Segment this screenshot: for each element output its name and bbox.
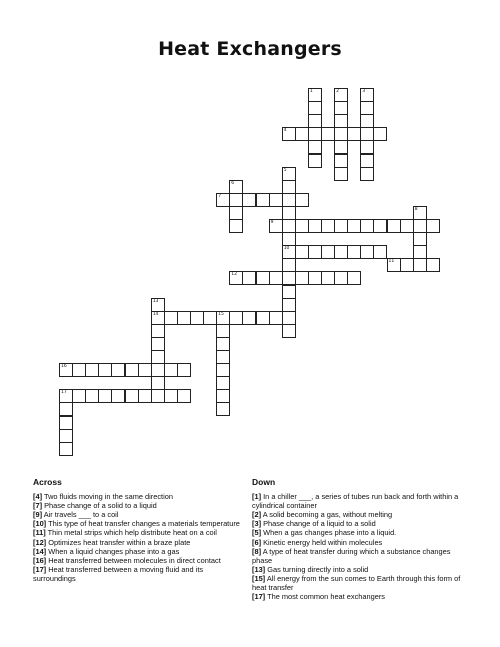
clue-item bbox=[33, 501, 243, 510]
clue-item bbox=[33, 510, 243, 519]
grid-cell[interactable] bbox=[321, 245, 335, 259]
grid-cell[interactable] bbox=[151, 376, 165, 390]
grid-cell[interactable] bbox=[360, 154, 374, 168]
grid-cell[interactable] bbox=[282, 324, 296, 338]
clue-item bbox=[33, 528, 243, 537]
grid-cell[interactable] bbox=[59, 442, 73, 456]
clue-text: Heat transferred between molecules in direct contact bbox=[48, 555, 221, 565]
cell-number: 4 bbox=[283, 128, 287, 134]
grid-cell[interactable] bbox=[360, 219, 374, 233]
clue-item bbox=[252, 528, 467, 537]
grid-cell[interactable] bbox=[98, 389, 112, 403]
clue-number: [13] bbox=[252, 564, 266, 574]
grid-cell[interactable] bbox=[216, 350, 230, 364]
clue-number: [12] bbox=[33, 537, 47, 547]
across-clues bbox=[33, 478, 243, 583]
grid-cell[interactable] bbox=[308, 245, 322, 259]
grid-cell[interactable] bbox=[256, 311, 270, 325]
grid-cell[interactable] bbox=[216, 363, 230, 377]
grid-cell[interactable] bbox=[282, 180, 296, 194]
grid-cell[interactable] bbox=[242, 193, 256, 207]
grid-cell[interactable] bbox=[269, 193, 283, 207]
grid-cell[interactable] bbox=[229, 206, 243, 220]
grid-cell[interactable] bbox=[111, 389, 125, 403]
grid-cell[interactable] bbox=[59, 402, 73, 416]
clue-item bbox=[252, 565, 467, 574]
grid-cell[interactable] bbox=[426, 219, 440, 233]
grid-cell[interactable] bbox=[308, 271, 322, 285]
clue-number: [2] bbox=[252, 510, 262, 520]
clue-text: Kinetic energy held within molecules bbox=[263, 537, 383, 547]
grid-cell[interactable] bbox=[334, 154, 348, 168]
grid-cell[interactable] bbox=[400, 219, 414, 233]
cell-number: 15 bbox=[218, 311, 224, 317]
grid-cell[interactable] bbox=[413, 258, 427, 272]
grid-cell[interactable] bbox=[216, 324, 230, 338]
cell-number: 5 bbox=[283, 167, 287, 173]
cell-number: 8 bbox=[414, 206, 418, 212]
grid-cell[interactable] bbox=[321, 271, 335, 285]
grid-cell[interactable] bbox=[282, 298, 296, 312]
grid-cell[interactable] bbox=[334, 114, 348, 128]
grid-cell[interactable] bbox=[360, 245, 374, 259]
grid-cell[interactable] bbox=[360, 167, 374, 181]
grid-cell[interactable] bbox=[164, 311, 178, 325]
clue-item bbox=[252, 538, 467, 547]
grid-cell[interactable] bbox=[282, 311, 296, 325]
clue-text: All energy from the sun comes to Earth through this form of heat transfer bbox=[252, 573, 461, 593]
clue-item bbox=[252, 547, 467, 565]
across-heading: Across bbox=[33, 477, 62, 487]
grid-cell[interactable] bbox=[360, 114, 374, 128]
grid-cell[interactable] bbox=[177, 389, 191, 403]
grid-cell[interactable] bbox=[308, 101, 322, 115]
clue-text: The most common heat exchangers bbox=[267, 592, 385, 602]
cell-number: 14 bbox=[152, 311, 159, 317]
grid-cell[interactable] bbox=[413, 245, 427, 259]
clue-item bbox=[33, 519, 243, 528]
grid-cell[interactable] bbox=[59, 416, 73, 430]
grid-cell[interactable] bbox=[387, 219, 401, 233]
clue-item bbox=[33, 556, 243, 565]
clue-item bbox=[33, 547, 243, 556]
grid-cell[interactable] bbox=[334, 127, 348, 141]
cell-number: 6 bbox=[231, 180, 235, 186]
cell-number: 12 bbox=[231, 272, 238, 278]
grid-cell[interactable] bbox=[295, 193, 309, 207]
grid-cell[interactable] bbox=[216, 311, 230, 325]
grid-cell[interactable] bbox=[360, 127, 374, 141]
clue-item bbox=[33, 538, 243, 547]
grid-cell[interactable] bbox=[413, 206, 427, 220]
clue-number: [9] bbox=[33, 510, 43, 520]
grid-cell[interactable] bbox=[164, 363, 178, 377]
grid-cell[interactable] bbox=[256, 193, 270, 207]
grid-cell[interactable] bbox=[190, 311, 204, 325]
clue-number: [8] bbox=[252, 546, 262, 556]
grid-cell[interactable] bbox=[177, 363, 191, 377]
grid-cell[interactable] bbox=[282, 245, 296, 259]
cell-number: 11 bbox=[388, 259, 395, 265]
clue-number: [14] bbox=[33, 546, 47, 556]
grid-cell[interactable] bbox=[151, 298, 165, 312]
grid-cell[interactable] bbox=[360, 101, 374, 115]
grid-cell[interactable] bbox=[347, 271, 361, 285]
clue-text: Phase change of a solid to a liquid bbox=[44, 501, 157, 511]
grid-cell[interactable] bbox=[347, 245, 361, 259]
grid-cell[interactable] bbox=[111, 363, 125, 377]
clue-text: Gas turning directly into a solid bbox=[267, 564, 369, 574]
grid-cell[interactable] bbox=[373, 127, 387, 141]
grid-cell[interactable] bbox=[400, 258, 414, 272]
clue-number: [17] bbox=[252, 592, 266, 602]
page-title: Heat Exchangers bbox=[158, 38, 342, 60]
clue-number: [5] bbox=[252, 528, 262, 538]
grid-cell[interactable] bbox=[164, 389, 178, 403]
clue-text: When a gas changes phase into a liquid. bbox=[263, 528, 397, 538]
clue-number: [3] bbox=[252, 519, 262, 529]
grid-cell[interactable] bbox=[59, 363, 73, 377]
clue-text: In a chiller ___, a series of tubes run back and forth within a cylindrical container bbox=[252, 492, 459, 511]
grid-cell[interactable] bbox=[308, 219, 322, 233]
grid-cell[interactable] bbox=[151, 363, 165, 377]
clue-text: When a liquid changes phase into a gas bbox=[48, 546, 180, 556]
grid-cell[interactable] bbox=[151, 389, 165, 403]
grid-cell[interactable] bbox=[282, 193, 296, 207]
grid-cell[interactable] bbox=[216, 376, 230, 390]
clue-number: [6] bbox=[252, 537, 262, 547]
grid-cell[interactable] bbox=[203, 311, 217, 325]
clue-text: Air travels ___ to a coil bbox=[43, 510, 119, 520]
clue-text: This type of heat transfer changes a materials temperature bbox=[48, 519, 240, 529]
grid-cell[interactable] bbox=[360, 88, 374, 102]
clue-text: A solid becoming a gas, without melting bbox=[262, 510, 393, 520]
grid-cell[interactable] bbox=[229, 180, 243, 194]
grid-cell[interactable] bbox=[59, 389, 73, 403]
grid-cell[interactable] bbox=[282, 232, 296, 246]
grid-cell[interactable] bbox=[59, 429, 73, 443]
cell-number: 3 bbox=[362, 89, 366, 94]
grid-cell[interactable] bbox=[387, 258, 401, 272]
grid-cell[interactable] bbox=[373, 245, 387, 259]
clue-item bbox=[33, 492, 243, 501]
cell-number: 1 bbox=[309, 89, 313, 94]
grid-cell[interactable] bbox=[269, 271, 283, 285]
grid-cell[interactable] bbox=[308, 88, 322, 102]
grid-cell[interactable] bbox=[125, 363, 139, 377]
grid-cell[interactable] bbox=[334, 271, 348, 285]
clue-text: Optimizes heat transfer within a braze plate bbox=[48, 537, 191, 547]
grid-cell[interactable] bbox=[229, 193, 243, 207]
grid-cell[interactable] bbox=[138, 389, 152, 403]
clue-text: Heat transferred between a moving fluid and its surroundings bbox=[33, 564, 204, 583]
grid-cell[interactable] bbox=[373, 219, 387, 233]
clue-item bbox=[252, 519, 467, 528]
grid-cell[interactable] bbox=[216, 337, 230, 351]
clue-text: A type of heat transfer during which a substance changes phase bbox=[252, 546, 451, 565]
clue-number: [10] bbox=[33, 519, 47, 529]
grid-cell[interactable] bbox=[295, 245, 309, 259]
grid-cell[interactable] bbox=[151, 311, 165, 325]
grid-cell[interactable] bbox=[229, 311, 243, 325]
grid-cell[interactable] bbox=[125, 389, 139, 403]
grid-cell[interactable] bbox=[98, 363, 112, 377]
grid-cell[interactable] bbox=[282, 285, 296, 299]
down-clues bbox=[252, 478, 467, 601]
grid-cell[interactable] bbox=[360, 140, 374, 154]
cell-number: 10 bbox=[283, 246, 290, 252]
grid-cell[interactable] bbox=[256, 271, 270, 285]
cell-number: 9 bbox=[270, 220, 274, 225]
grid-cell[interactable] bbox=[308, 127, 322, 141]
clue-number: [15] bbox=[252, 573, 266, 583]
grid-cell[interactable] bbox=[151, 337, 165, 351]
grid-cell[interactable] bbox=[334, 88, 348, 102]
grid-cell[interactable] bbox=[216, 402, 230, 416]
clue-item bbox=[252, 510, 467, 519]
grid-cell[interactable] bbox=[413, 219, 427, 233]
grid-cell[interactable] bbox=[85, 389, 99, 403]
grid-cell[interactable] bbox=[334, 245, 348, 259]
cell-number: 16 bbox=[61, 364, 67, 370]
cell-number: 17 bbox=[61, 390, 67, 396]
cell-number: 13 bbox=[152, 298, 159, 304]
grid-cell[interactable] bbox=[426, 258, 440, 272]
cell-number: 2 bbox=[336, 89, 339, 94]
grid-cell[interactable] bbox=[334, 219, 348, 233]
grid-cell[interactable] bbox=[308, 114, 322, 128]
grid-cell[interactable] bbox=[151, 350, 165, 364]
grid-cell[interactable] bbox=[295, 219, 309, 233]
grid-cell[interactable] bbox=[269, 311, 283, 325]
grid-cell[interactable] bbox=[334, 167, 348, 181]
clue-item bbox=[252, 592, 467, 601]
cell-number: 7 bbox=[218, 193, 222, 199]
grid-cell[interactable] bbox=[177, 311, 191, 325]
clue-number: [17] bbox=[33, 564, 47, 574]
grid-cell[interactable] bbox=[282, 258, 296, 272]
grid-cell[interactable] bbox=[308, 140, 322, 154]
grid-cell[interactable] bbox=[295, 127, 309, 141]
grid-cell[interactable] bbox=[229, 271, 243, 285]
clue-number: [4] bbox=[33, 492, 43, 502]
grid-cell[interactable] bbox=[413, 232, 427, 246]
grid-cell[interactable] bbox=[282, 127, 296, 141]
clue-number: [11] bbox=[33, 528, 46, 538]
grid-cell[interactable] bbox=[347, 127, 361, 141]
grid-cell[interactable] bbox=[72, 389, 86, 403]
grid-cell[interactable] bbox=[72, 363, 86, 377]
grid-cell[interactable] bbox=[308, 154, 322, 168]
grid-cell[interactable] bbox=[242, 311, 256, 325]
grid-cell[interactable] bbox=[334, 101, 348, 115]
grid-cell[interactable] bbox=[282, 219, 296, 233]
grid-cell[interactable] bbox=[295, 271, 309, 285]
grid-cell[interactable] bbox=[85, 363, 99, 377]
grid-cell[interactable] bbox=[321, 127, 335, 141]
clue-text: Two fluids moving in the same direction bbox=[43, 492, 173, 502]
grid-cell[interactable] bbox=[282, 271, 296, 285]
grid-cell[interactable] bbox=[282, 206, 296, 220]
clue-item bbox=[252, 574, 467, 592]
grid-cell[interactable] bbox=[321, 219, 335, 233]
grid-cell[interactable] bbox=[282, 167, 296, 181]
grid-cell[interactable] bbox=[269, 219, 283, 233]
down-heading: Down bbox=[252, 477, 276, 487]
clue-number: [7] bbox=[33, 501, 43, 511]
grid-cell[interactable] bbox=[347, 219, 361, 233]
grid-cell[interactable] bbox=[242, 271, 256, 285]
grid-cell[interactable] bbox=[229, 219, 243, 233]
clue-text: Thin metal strips which help distribute heat on a coil bbox=[47, 528, 217, 538]
grid-cell[interactable] bbox=[216, 193, 230, 207]
grid-cell[interactable] bbox=[151, 324, 165, 338]
grid-cell[interactable] bbox=[138, 363, 152, 377]
clue-text: Phase change of a liquid to a solid bbox=[263, 519, 376, 529]
clue-item bbox=[252, 492, 467, 510]
grid-cell[interactable] bbox=[334, 140, 348, 154]
clue-item bbox=[33, 565, 243, 583]
clue-number: [16] bbox=[33, 555, 47, 565]
grid-cell[interactable] bbox=[216, 389, 230, 403]
clue-number: [1] bbox=[252, 492, 262, 502]
